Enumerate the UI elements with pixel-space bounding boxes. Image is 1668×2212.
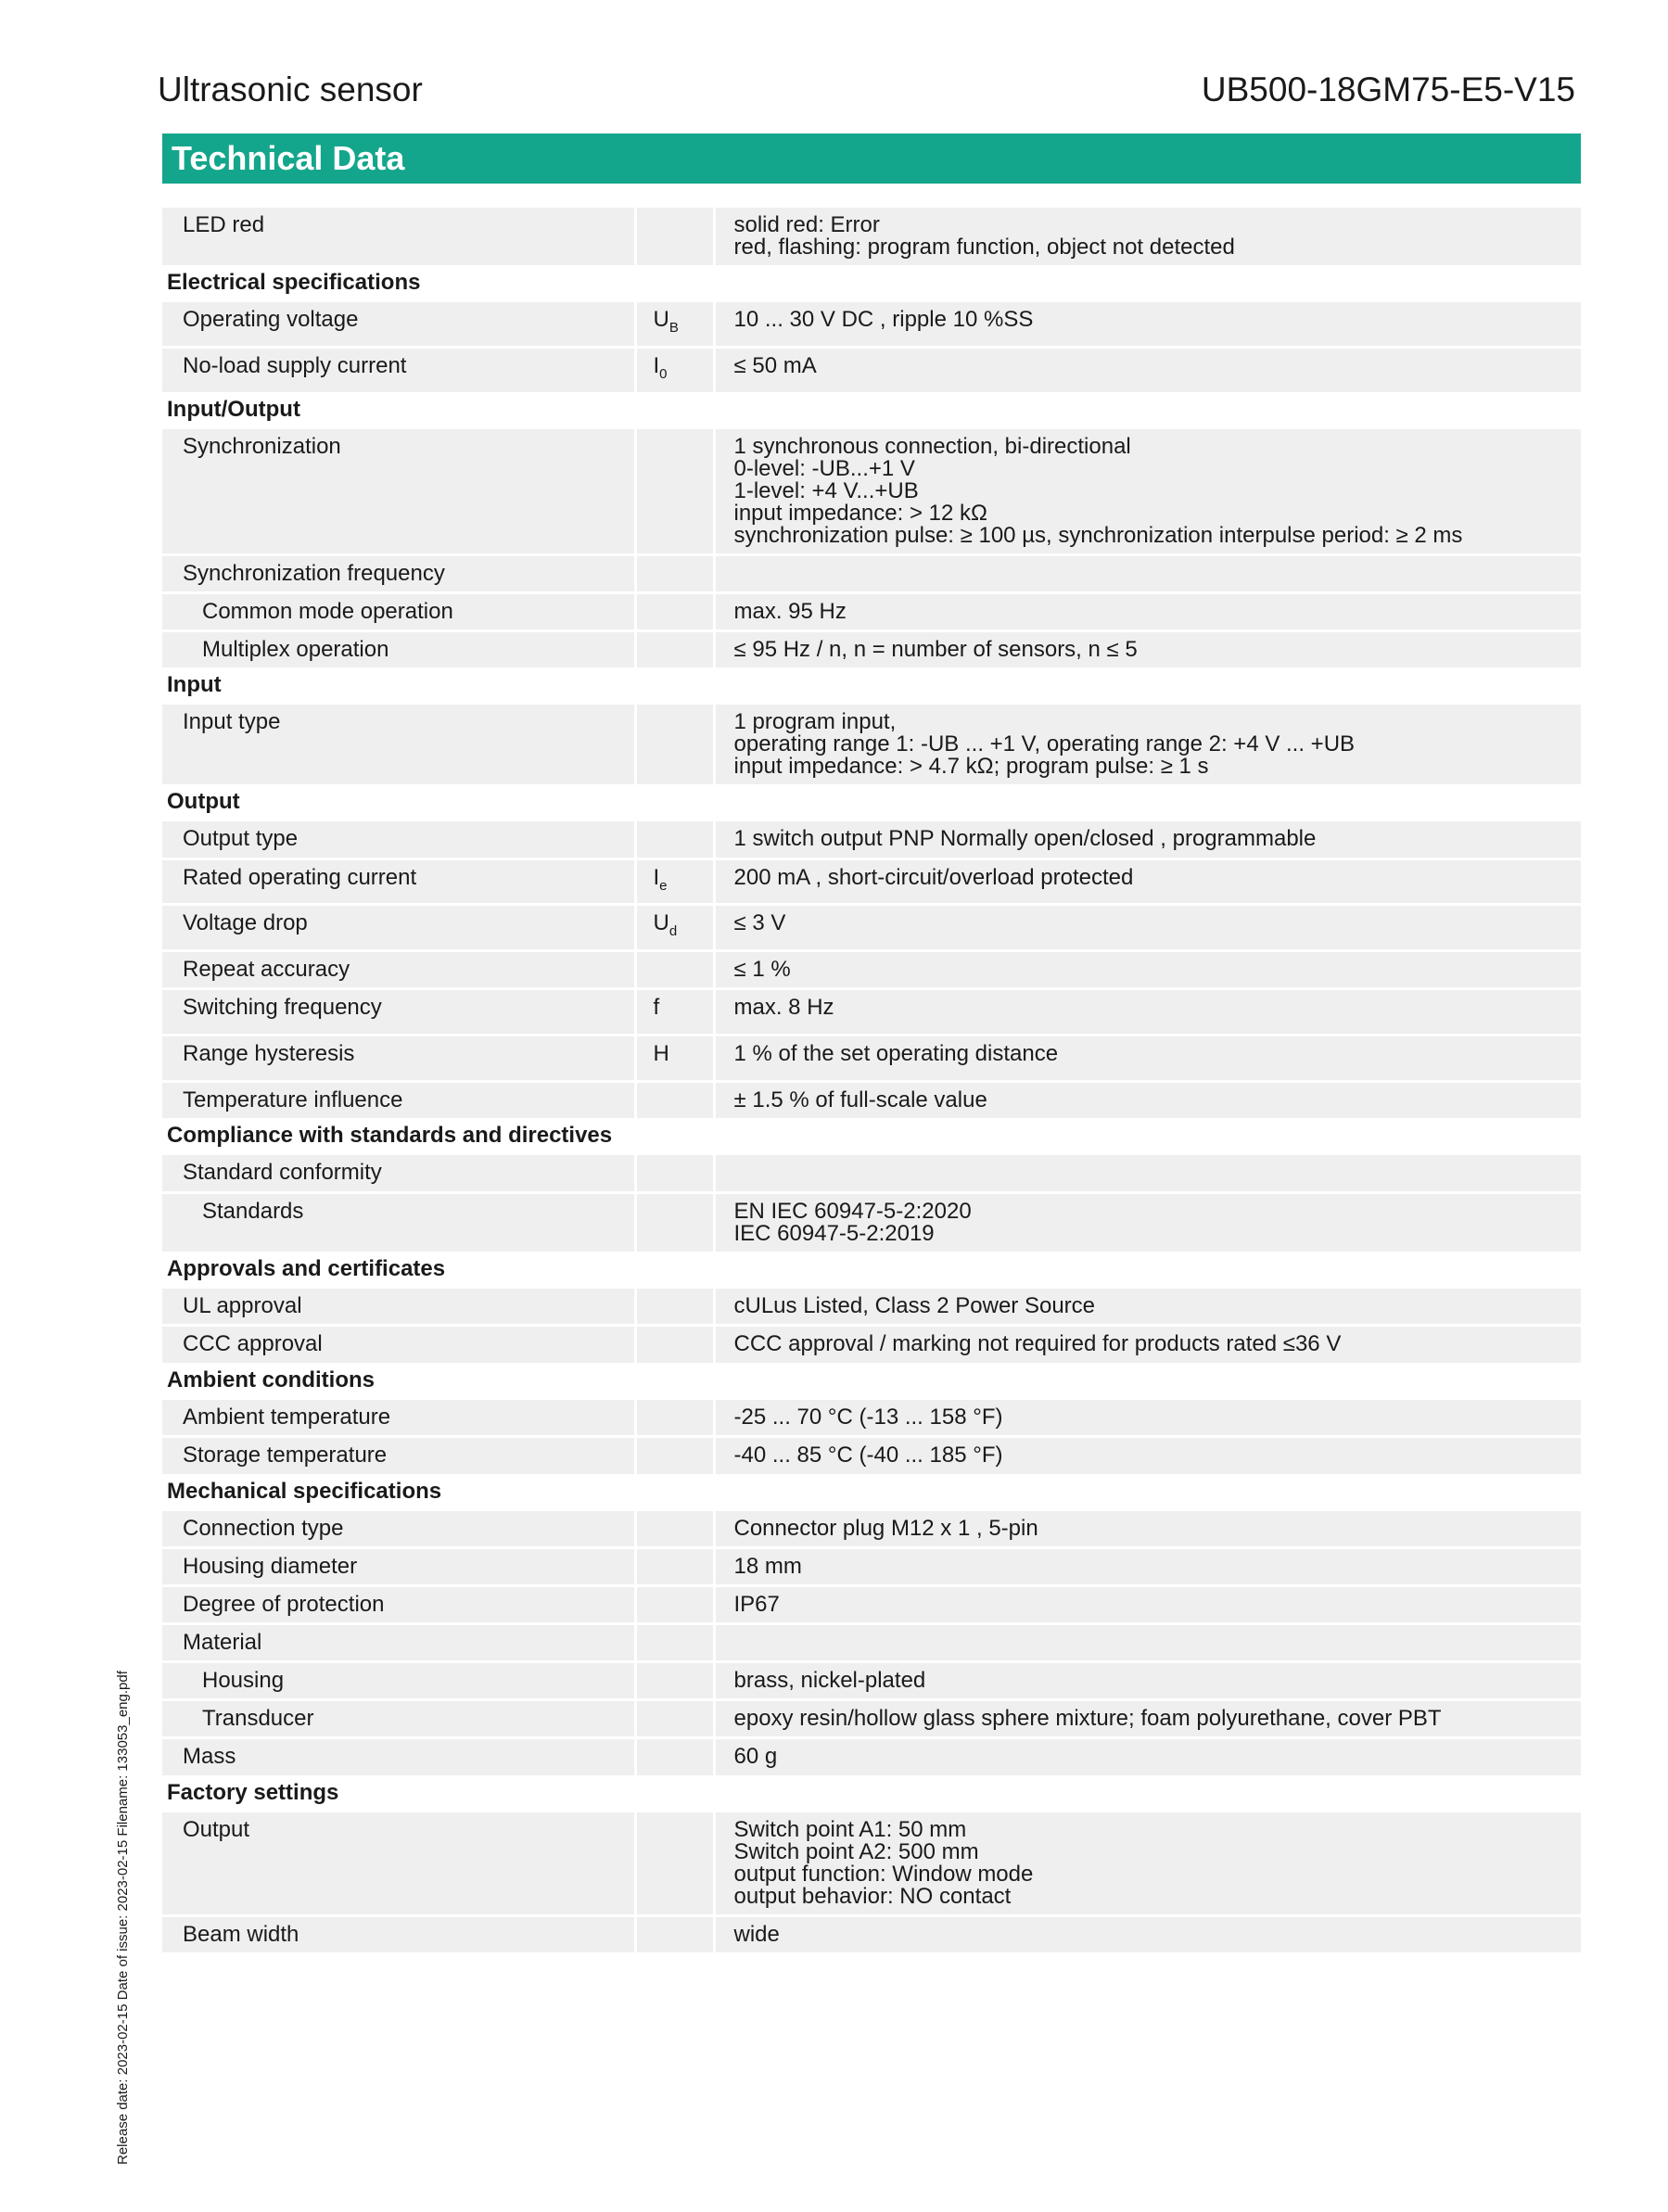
- spec-symbol-cell: [635, 1738, 714, 1775]
- category-header-row: [162, 1252, 1581, 1289]
- spec-label: Temperature influence: [162, 1081, 635, 1118]
- spec-value: [714, 1289, 1581, 1326]
- category-header: Output: [162, 784, 1581, 821]
- spec-symbol-cell: [635, 1192, 714, 1252]
- category-header: Input/Output: [162, 392, 1581, 429]
- spec-label: Range hysteresis: [162, 1035, 635, 1081]
- spec-value-line: Switch point A2: 500 mm: [733, 1838, 979, 1864]
- spec-symbol-cell: [635, 1289, 714, 1326]
- spec-label: Transducer: [162, 1700, 635, 1738]
- spec-value-line: IP67: [733, 1592, 780, 1618]
- spec-value: [714, 1035, 1581, 1081]
- category-header-row: [162, 784, 1581, 821]
- spec-row: [162, 302, 1581, 347]
- spec-value: [714, 302, 1581, 347]
- spec-label: Multiplex operation: [162, 630, 635, 667]
- spec-value: [714, 1155, 1581, 1192]
- spec-row: [162, 1586, 1581, 1624]
- spec-label: Connection type: [162, 1511, 635, 1548]
- spec-label: Ambient temperature: [162, 1400, 635, 1437]
- spec-symbol-cell: [635, 1155, 714, 1192]
- technical-data-table: [162, 208, 1581, 1952]
- spec-label: Standard conformity: [162, 1155, 635, 1192]
- spec-label: Material: [162, 1624, 635, 1662]
- spec-value: [714, 1081, 1581, 1118]
- spec-symbol-cell: [635, 989, 714, 1036]
- spec-value-line: input impedance: > 4.7 kΩ; program pulse: ≥ 1 s: [733, 754, 1209, 780]
- spec-symbol-subscript: d: [668, 923, 678, 940]
- spec-symbol-cell: [635, 1326, 714, 1363]
- spec-value: [714, 1586, 1581, 1624]
- spec-label: UL approval: [162, 1289, 635, 1326]
- spec-row: [162, 1437, 1581, 1474]
- spec-value-line: wide: [733, 1921, 780, 1947]
- spec-value-line: ≤ 50 mA: [733, 352, 817, 378]
- release-info-vertical: Release date: 2023-02-15 Date of issue: 2023-02-15 Filename: 133053_eng.pdf: [115, 1671, 131, 2165]
- spec-value-line: 200 mA , short-circuit/overload protected: [733, 864, 1134, 890]
- spec-value-line: CCC approval / marking not required for products rated ≤36 V: [733, 1331, 1342, 1357]
- spec-symbol-cell: [635, 1511, 714, 1548]
- spec-value-line: synchronization pulse: ≥ 100 µs, synchronization interpulse period: ≥ 2 ms: [733, 522, 1463, 548]
- spec-row: [162, 1400, 1581, 1437]
- document-model-number: UB500-18GM75-E5-V15: [1201, 70, 1575, 108]
- spec-value-line: max. 95 Hz: [733, 598, 847, 624]
- spec-row: [162, 1700, 1581, 1738]
- category-header: Mechanical specifications: [162, 1474, 1581, 1511]
- spec-value-line: output function: Window mode: [733, 1861, 1034, 1887]
- spec-symbol-cell: [635, 1548, 714, 1586]
- category-header: Factory settings: [162, 1775, 1581, 1812]
- spec-value: [714, 1437, 1581, 1474]
- spec-label: Storage temperature: [162, 1437, 635, 1474]
- spec-label: Input type: [162, 705, 635, 784]
- spec-row: [162, 705, 1581, 784]
- spec-row: [162, 1624, 1581, 1662]
- spec-row: [162, 1035, 1581, 1081]
- spec-symbol-cell: [635, 1437, 714, 1474]
- spec-value-line: IEC 60947-5-2:2019: [733, 1220, 935, 1246]
- spec-label: Housing diameter: [162, 1548, 635, 1586]
- spec-value: [714, 1548, 1581, 1586]
- spec-value-line: operating range 1: -UB ... +1 V, operating range 2: +4 V ... +UB: [733, 731, 1356, 757]
- category-header-row: [162, 1775, 1581, 1812]
- spec-value-line: brass, nickel-plated: [733, 1668, 926, 1694]
- spec-value-line: EN IEC 60947-5-2:2020: [733, 1198, 972, 1224]
- spec-value-line: ≤ 1 %: [733, 957, 791, 983]
- spec-value-line: solid red: Error: [733, 212, 880, 237]
- spec-symbol-cell: [635, 1081, 714, 1118]
- spec-symbol: U: [653, 307, 669, 332]
- spec-label: Voltage drop: [162, 905, 635, 951]
- spec-value: [714, 554, 1581, 592]
- spec-label: Switching frequency: [162, 989, 635, 1036]
- spec-label: CCC approval: [162, 1326, 635, 1363]
- spec-value: [714, 821, 1581, 858]
- section-title: Technical Data: [172, 139, 405, 177]
- spec-row: [162, 1289, 1581, 1326]
- spec-symbol-cell: [635, 1700, 714, 1738]
- spec-value-line: output behavior: NO contact: [733, 1883, 1012, 1909]
- spec-row: [162, 951, 1581, 989]
- spec-row: [162, 1511, 1581, 1548]
- spec-symbol: f: [653, 995, 660, 1021]
- spec-value-line: cULus Listed, Class 2 Power Source: [733, 1292, 1096, 1318]
- spec-label: Operating voltage: [162, 302, 635, 347]
- spec-label: Degree of protection: [162, 1586, 635, 1624]
- spec-symbol: U: [653, 910, 669, 936]
- category-header-row: [162, 1118, 1581, 1155]
- spec-row: [162, 858, 1581, 905]
- spec-symbol-cell: [635, 208, 714, 265]
- spec-value: [714, 1192, 1581, 1252]
- spec-label: Mass: [162, 1738, 635, 1775]
- category-header: Input: [162, 667, 1581, 705]
- technical-data-section-bar: [162, 133, 1581, 184]
- spec-symbol-subscript: e: [659, 877, 668, 894]
- spec-symbol-cell: [635, 1624, 714, 1662]
- spec-label: Housing: [162, 1662, 635, 1700]
- spec-value-line: 1 switch output PNP Normally open/closed , programmable: [733, 826, 1317, 852]
- document-product-type: Ultrasonic sensor: [158, 70, 423, 108]
- spec-symbol-subscript: 0: [659, 365, 668, 382]
- spec-row: [162, 429, 1581, 555]
- spec-value-line: ≤ 3 V: [733, 910, 786, 936]
- category-header-row: [162, 1474, 1581, 1511]
- spec-row: [162, 821, 1581, 858]
- spec-symbol-cell: [635, 347, 714, 391]
- spec-symbol-cell: [635, 821, 714, 858]
- spec-row: [162, 347, 1581, 391]
- spec-symbol-cell: [635, 1035, 714, 1081]
- spec-label: No-load supply current: [162, 347, 635, 391]
- spec-row: [162, 905, 1581, 951]
- spec-symbol-cell: [635, 905, 714, 951]
- spec-row: [162, 1192, 1581, 1252]
- spec-label: Output: [162, 1812, 635, 1916]
- spec-label: Synchronization: [162, 429, 635, 555]
- spec-symbol-cell: [635, 592, 714, 630]
- spec-value-line: max. 8 Hz: [733, 995, 834, 1021]
- spec-symbol-cell: [635, 429, 714, 555]
- spec-row: [162, 208, 1581, 265]
- category-header: Ambient conditions: [162, 1363, 1581, 1400]
- spec-value-line: epoxy resin/hollow glass sphere mixture; foam polyurethane, cover PBT: [733, 1706, 1442, 1732]
- spec-value: [714, 429, 1581, 555]
- spec-row: [162, 592, 1581, 630]
- spec-value: [714, 1700, 1581, 1738]
- spec-symbol-cell: [635, 630, 714, 667]
- spec-value-line: 18 mm: [733, 1554, 802, 1580]
- spec-row: [162, 1738, 1581, 1775]
- spec-value: [714, 592, 1581, 630]
- spec-value: [714, 1624, 1581, 1662]
- spec-row: [162, 1548, 1581, 1586]
- spec-value: [714, 347, 1581, 391]
- spec-label: Output type: [162, 821, 635, 858]
- category-header: Electrical specifications: [162, 265, 1581, 302]
- spec-value: [714, 951, 1581, 989]
- spec-value: [714, 1812, 1581, 1916]
- spec-symbol: H: [653, 1040, 669, 1066]
- spec-value: [714, 208, 1581, 265]
- spec-value-line: 10 ... 30 V DC , ripple 10 %SS: [733, 307, 1034, 332]
- spec-value: [714, 1511, 1581, 1548]
- spec-value-line: 1 program input,: [733, 709, 897, 735]
- spec-value-line: -40 ... 85 °C (-40 ... 185 °F): [733, 1443, 1003, 1468]
- category-header: Approvals and certificates: [162, 1252, 1581, 1289]
- spec-row: [162, 630, 1581, 667]
- spec-label: Synchronization frequency: [162, 554, 635, 592]
- spec-value: [714, 1915, 1581, 1952]
- spec-symbol-cell: [635, 1586, 714, 1624]
- spec-row: [162, 1326, 1581, 1363]
- category-header-row: [162, 1363, 1581, 1400]
- category-header-row: [162, 667, 1581, 705]
- spec-value-line: 1 % of the set operating distance: [733, 1040, 1059, 1066]
- spec-row: [162, 554, 1581, 592]
- spec-symbol-cell: [635, 1662, 714, 1700]
- spec-value-line: red, flashing: program function, object not detected: [733, 235, 1235, 260]
- spec-row: [162, 1155, 1581, 1192]
- spec-row: [162, 989, 1581, 1036]
- spec-label: Common mode operation: [162, 592, 635, 630]
- spec-value-line: 1 synchronous connection, bi-directional: [733, 433, 1131, 459]
- spec-label: Rated operating current: [162, 858, 635, 905]
- spec-value: [714, 705, 1581, 784]
- spec-value-line: Connector plug M12 x 1 , 5-pin: [733, 1515, 1038, 1541]
- spec-symbol-cell: [635, 951, 714, 989]
- spec-value-line: 0-level: -UB...+1 V: [733, 455, 915, 481]
- spec-value-line: 1-level: +4 V...+UB: [733, 477, 919, 503]
- spec-value-line: input impedance: > 12 kΩ: [733, 500, 987, 526]
- spec-value: [714, 1400, 1581, 1437]
- spec-value: [714, 630, 1581, 667]
- spec-row: [162, 1081, 1581, 1118]
- category-header-row: [162, 265, 1581, 302]
- spec-symbol: I: [653, 864, 660, 890]
- spec-row: [162, 1662, 1581, 1700]
- spec-value: [714, 989, 1581, 1036]
- spec-symbol-cell: [635, 302, 714, 347]
- spec-value: [714, 1738, 1581, 1775]
- spec-symbol-subscript: B: [668, 319, 679, 336]
- spec-value-line: ± 1.5 % of full-scale value: [733, 1087, 987, 1112]
- spec-symbol-cell: [635, 858, 714, 905]
- spec-value: [714, 905, 1581, 951]
- spec-label: LED red: [162, 208, 635, 265]
- spec-row: [162, 1915, 1581, 1952]
- spec-value-line: -25 ... 70 °C (-13 ... 158 °F): [733, 1404, 1003, 1430]
- category-header: Compliance with standards and directives: [162, 1118, 1581, 1155]
- spec-symbol-cell: [635, 1400, 714, 1437]
- spec-symbol: I: [653, 352, 660, 378]
- spec-label: Standards: [162, 1192, 635, 1252]
- spec-value: [714, 858, 1581, 905]
- spec-symbol-cell: [635, 1915, 714, 1952]
- technical-data-table-body: [162, 208, 1581, 1952]
- spec-value: [714, 1326, 1581, 1363]
- spec-label: Repeat accuracy: [162, 951, 635, 989]
- spec-label: Beam width: [162, 1915, 635, 1952]
- spec-value-line: Switch point A1: 50 mm: [733, 1816, 967, 1842]
- spec-symbol-cell: [635, 705, 714, 784]
- spec-row: [162, 1812, 1581, 1916]
- spec-value-line: ≤ 95 Hz / n, n = number of sensors, n ≤ 5: [733, 636, 1138, 662]
- spec-value-line: 60 g: [733, 1744, 778, 1770]
- spec-symbol-cell: [635, 1812, 714, 1916]
- spec-symbol-cell: [635, 554, 714, 592]
- spec-value: [714, 1662, 1581, 1700]
- category-header-row: [162, 392, 1581, 429]
